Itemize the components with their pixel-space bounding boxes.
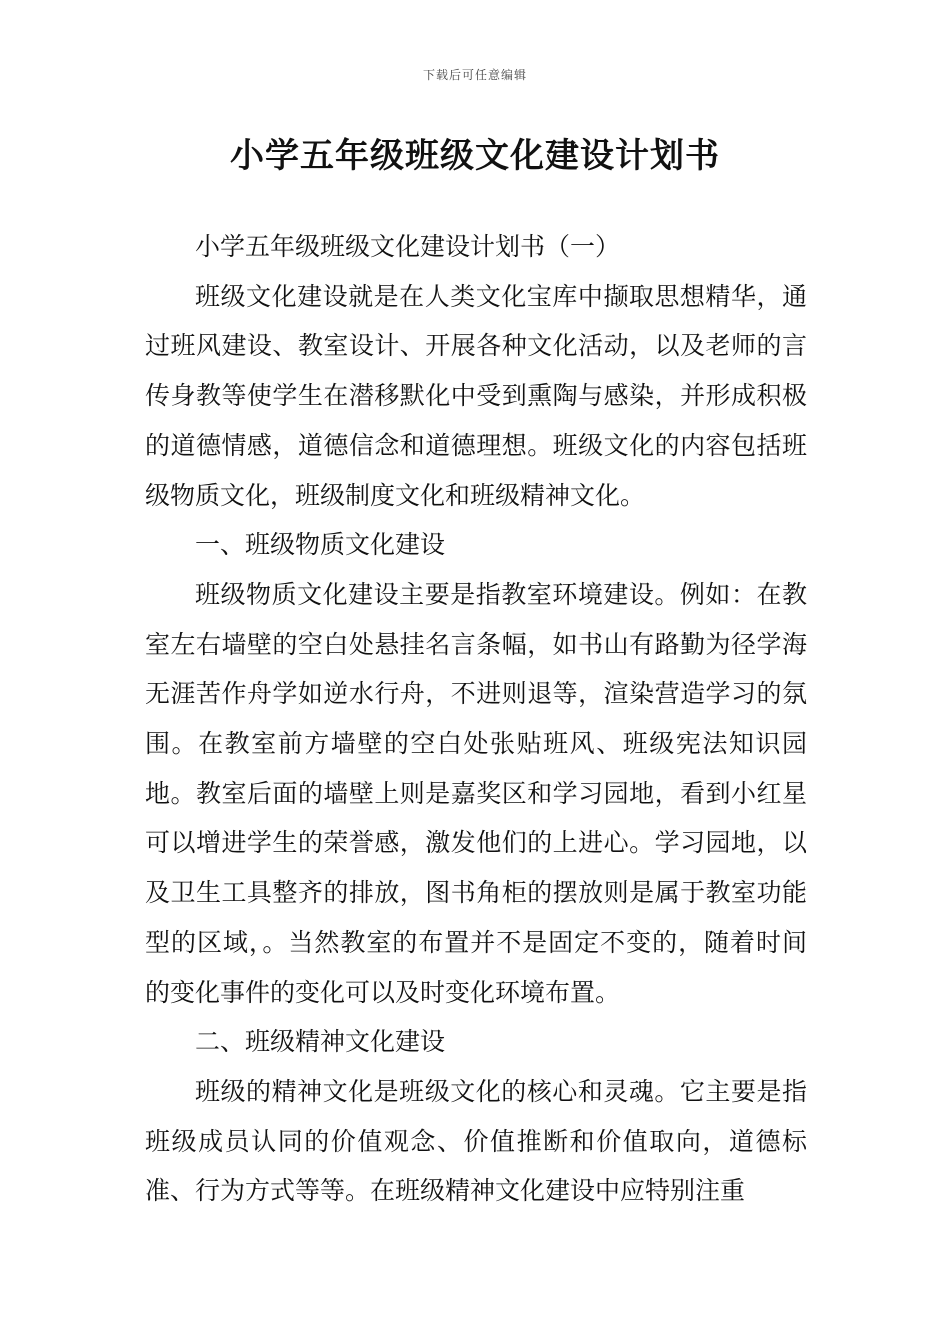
- spiritual-culture-paragraph: 班级的精神文化是班级文化的核心和灵魂。它主要是指班级成员认同的价值观念、价值推断和价值取向，道德标准、行为方式等等。在班级精神文化建设中应特别注重: [145, 1076, 807, 1206]
- section-heading-spiritual-culture: 二、班级精神文化建设: [195, 1027, 446, 1057]
- intro-paragraph: 班级文化建设就是在人类文化宝库中撷取思想精华，通过班风建设、教室设计、开展各种文化活动，以及老师的言传身教等使学生在潜移默化中受到熏陶与感染，并形成积极的道德情感，道德信念和道德理想。班级文化的内容包括班级物质文化，班级制度文化和班级精神文化。: [145, 281, 807, 510]
- material-culture-paragraph: 班级物质文化建设主要是指教室环境建设。例如：在教室左右墙壁的空白处悬挂名言条幅，如书山有路勤为径学海无涯苦作舟学如逆水行舟，不进则退等，渲染营造学习的氛围。在教室前方墙壁的空白处张贴班风、班级宪法知识园地。教室后面的墙壁上则是嘉奖区和学习园地，看到小红星可以增进学生的荣誉感，激发他们的上进心。学习园地，以及卫生工具整齐的排放，图书角柜的摆放则是属于教室功能型的区域，。当然教室的布置并不是固定不变的，随着时间的变化事件的变化可以及时变化环境布置。: [145, 579, 807, 1007]
- section-heading-material-culture: 一、班级物质文化建设: [195, 530, 446, 560]
- subtitle-paragraph: 小学五年级班级文化建设计划书（一）: [195, 232, 621, 261]
- document-title: 小学五年级班级文化建设计划书: [230, 136, 720, 176]
- header-note: 下载后可任意编辑: [422, 68, 527, 82]
- document-body: [145, 222, 807, 1216]
